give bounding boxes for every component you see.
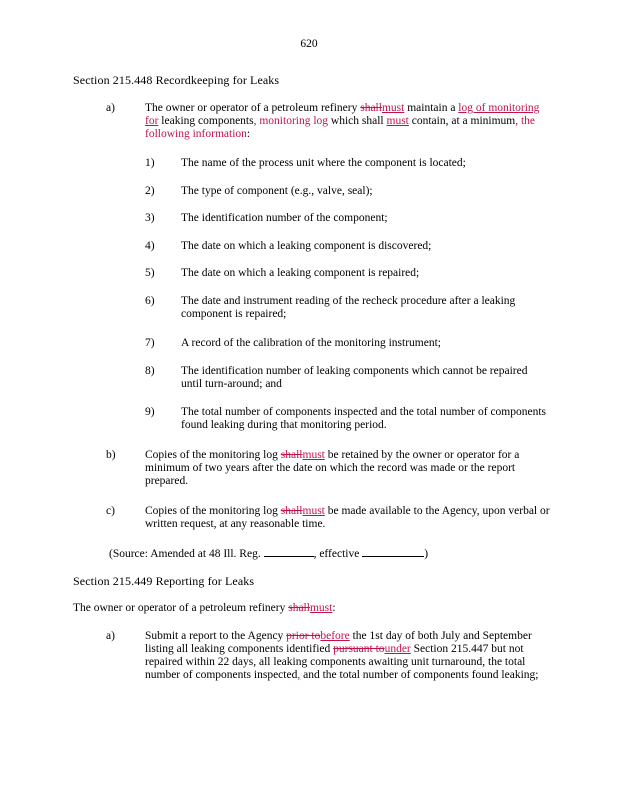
- del-prior-to: prior to: [286, 630, 321, 642]
- item-3-number: 3): [145, 212, 155, 224]
- del-shall-b: shall: [280, 449, 303, 461]
- item-6-number: 6): [145, 295, 155, 307]
- section-449-lead: The owner or operator of a petroleum refinery shallmust:: [73, 602, 336, 614]
- page-number: 620: [300, 38, 318, 50]
- section-449-heading: Section 215.449 Reporting for Leaks: [73, 574, 255, 588]
- item-8-number: 8): [145, 365, 155, 377]
- item-2-number: 2): [145, 185, 155, 197]
- ins-must-b: must: [302, 449, 325, 461]
- para-c-label: c): [106, 505, 115, 517]
- item-5-text: The date on which a leaking component is repaired;: [181, 267, 420, 279]
- del-shall-449: shall: [288, 602, 310, 614]
- item-5-number: 5): [145, 267, 155, 279]
- ins-monitoring-log: monitoring log: [259, 115, 329, 127]
- del-shall-c: shall: [280, 505, 303, 517]
- item-4-number: 4): [145, 240, 155, 252]
- effective-blank: [362, 546, 424, 557]
- ins-must-449: must: [309, 602, 333, 614]
- para-c-text: Copies of the monitoring log shallmust be made available to the Agency, upon verbal or written request, at any reasonable time.: [145, 505, 550, 530]
- ins-must: must: [381, 102, 405, 114]
- del-shall: shall: [360, 102, 382, 114]
- ins-must-c: must: [302, 505, 325, 517]
- para-a-text: The owner or operator of a petroleum refinery shallmust maintain a log of monitoring for leaking components, monitoring log which shall must contain, at a minimum, the following information:: [145, 102, 540, 140]
- item-8-text: The identification number of leaking components which cannot be repaired until turn-around; and: [181, 365, 528, 390]
- reg-blank: [264, 546, 314, 557]
- item-1-text: The name of the process unit where the component is located;: [181, 157, 466, 169]
- item-6-text: The date and instrument reading of the recheck procedure after a leaking component is repaired;: [181, 295, 516, 320]
- item-9-text: The total number of components inspected and the total number of components found leaking during that monitoring period.: [181, 406, 547, 431]
- ins-following-information: the following information: [145, 115, 536, 140]
- section-448-heading: Section 215.448 Recordkeeping for Leaks: [73, 73, 280, 87]
- item-7-number: 7): [145, 337, 155, 349]
- del-pursuant-to: pursuant to: [333, 643, 385, 655]
- item-7-text: A record of the calibration of the monitoring instrument;: [181, 337, 441, 349]
- item-1-number: 1): [145, 157, 155, 169]
- ins-must-2: must: [386, 115, 409, 127]
- item-3-text: The identification number of the component;: [181, 212, 388, 224]
- para-a-label: a): [106, 102, 115, 114]
- para-b-label: b): [106, 449, 116, 461]
- para-449a-label: a): [106, 630, 115, 642]
- item-4-text: The date on which a leaking component is discovered;: [181, 240, 432, 252]
- item-2-text: The type of component (e.g., valve, seal);: [181, 185, 373, 197]
- para-449a-text: Submit a report to the Agency prior tobefore the 1st day of both July and September listing all leaking components identified pursuant tounder Section 215.447 but not repaired within 22 days, all leaking components awaiting unit turnaround, the total number of components inspected, and the total number of components found leaking;: [145, 630, 539, 681]
- ins-log-of-monitoring: log of monitoring for: [145, 102, 540, 127]
- source-note: (Source: Amended at 48 Ill. Reg. , effective ): [109, 548, 429, 560]
- ins-under: under: [384, 643, 411, 655]
- para-b-text: Copies of the monitoring log shallmust be retained by the owner or operator for a minimum of two years after the date on which the record was made or the report prepared.: [145, 449, 520, 487]
- item-9-number: 9): [145, 406, 155, 418]
- ins-before: before: [320, 630, 350, 642]
